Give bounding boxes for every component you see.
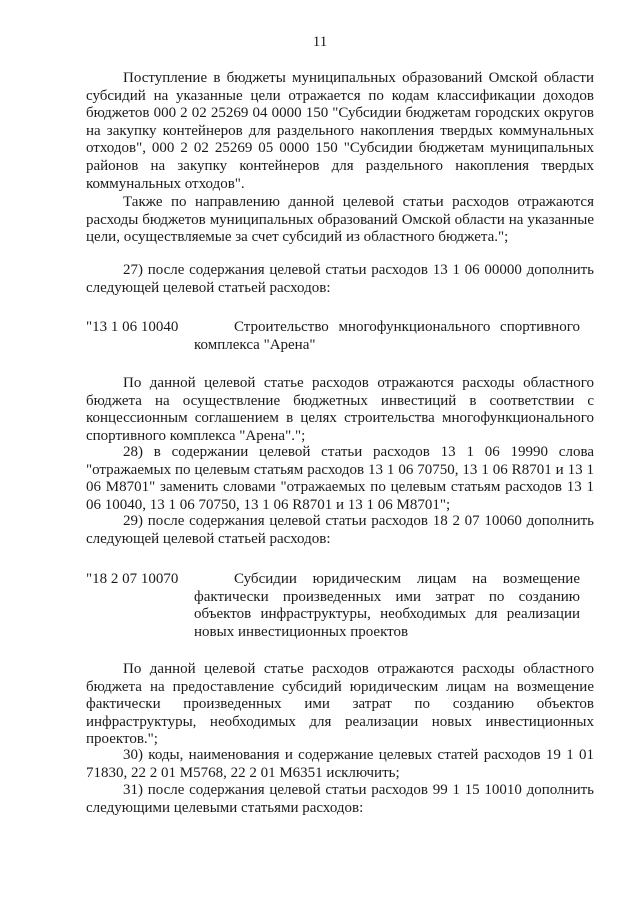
paragraph-item-30: 30) коды, наименования и содержание целевых статей расходов 19 1 01 71830, 22 2 01 M5768, 22 2 01 M6351 исключить; [86, 747, 594, 781]
page-number: 11 [312, 34, 328, 50]
code-entry-code: "13 1 06 10040 [86, 319, 179, 335]
paragraph-additional-expenses: Также по направлению данной целевой статьи расходов отражаются расходы бюджетов муниципальных образований Омской области на указанные цели, осуществляемые за счет субсидий из областного бюджета."; [86, 194, 594, 246]
code-entry-description: Субсидии юридическим лицам на возмещение фактически произведенных ими затрат по созданию объектов инфраструктуры, необходимых для реализации новых инвестиционных проектов [194, 571, 580, 640]
paragraph-item-28: 28) в содержании целевой статьи расходов 13 1 06 19990 слова "отражаемых по целевым статьям расходов 13 1 06 70750, 13 1 06 R8701 и 13 1 06 M8701" заменить словами "отражаемых по целевым статьям расходов 13 1 06 10040, 13 1 06 70750, 13 1 06 R8701 и 13 1 06 M8701"; [86, 444, 594, 513]
paragraph-item-27: 27) после содержания целевой статьи расходов 13 1 06 00000 дополнить следующей целевой статьей расходов: [86, 262, 594, 296]
code-entry-code: "18 2 07 10070 [86, 571, 179, 587]
paragraph-item-29: 29) после содержания целевой статьи расходов 18 2 07 10060 дополнить следующей целевой статьей расходов: [86, 513, 594, 547]
paragraph-item-31: 31) после содержания целевой статьи расходов 99 1 15 10010 дополнить следующими целевыми статьями расходов: [86, 782, 594, 816]
paragraph-arena-expenses: По данной целевой статье расходов отражаются расходы областного бюджета на осуществление бюджетных инвестиций в соответствии с концессионным соглашением в целях строительства многофункционального спортивного комплекса "Арена"."; [86, 375, 594, 444]
paragraph-subsidies-expenses: По данной целевой статье расходов отражаются расходы областного бюджета на предоставление субсидий юридическим лицам на возмещение фактически произведенных ими затрат по созданию объектов инфраструктуры, необходимых для реализации новых инвестиционных проектов."; [86, 661, 594, 748]
code-entry-description: Строительство многофункционального спортивного комплекса "Арена" [194, 319, 580, 353]
paragraph-income-receipt: Поступление в бюджеты муниципальных образований Омской области субсидий на указанные цели отражается по кодам классификации доходов бюджетов 000 2 02 25269 04 0000 150 "Субсидии бюджетам городских округов на закупку контейнеров для раздельного накопления твердых коммунальных отходов", 000 2 02 25269 05 0000 150 "Субсидии бюджетам муниципальных районов на закупку контейнеров для раздельного накопления твердых коммунальных отходов". [86, 70, 594, 192]
